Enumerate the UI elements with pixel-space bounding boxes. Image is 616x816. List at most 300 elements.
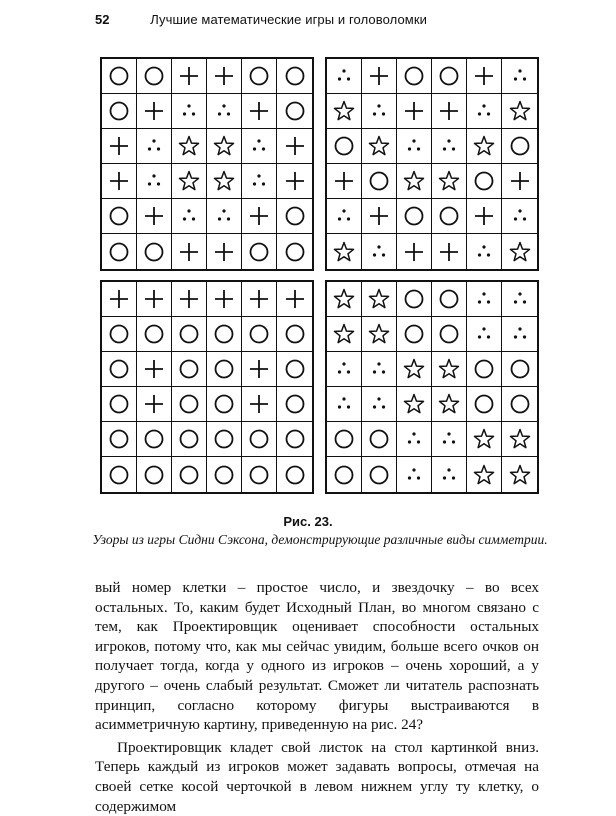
grid-cell [207,317,242,352]
grid-cell [327,199,362,234]
grid-cell [467,387,502,422]
three-dots-icon [212,204,236,228]
grid-cell [242,94,277,129]
grid-cell [502,59,537,94]
grid-cell [207,199,242,234]
circle-icon [283,64,307,88]
body-text [95,578,539,816]
circle-icon [472,357,496,381]
grid-cell [277,164,312,199]
circle-icon [332,134,356,158]
grid-cell [102,282,137,317]
grid-cell [137,199,172,234]
circle-icon [247,427,271,451]
grid-cell [172,164,207,199]
grid-cell [432,199,467,234]
plus-icon [283,134,307,158]
grid-cell [102,199,137,234]
grid-cell [172,457,207,492]
circle-icon [142,427,166,451]
grid-cell [172,282,207,317]
star-icon [437,392,461,416]
star-icon [508,99,532,123]
plus-icon [212,240,236,264]
three-dots-icon [367,240,391,264]
grid-cell [502,129,537,164]
star-icon [437,357,461,381]
three-dots-icon [402,134,426,158]
grid-cell [502,234,537,269]
symmetry-grid-top-left [100,57,314,271]
grid-cell [137,422,172,457]
grid-cell [137,94,172,129]
circle-icon [107,240,131,264]
plus-icon [472,204,496,228]
grid-cell [242,59,277,94]
star-icon [177,134,201,158]
three-dots-icon [332,357,356,381]
grid-cell [172,129,207,164]
grid-cell [432,164,467,199]
three-dots-icon [402,463,426,487]
grid-cell [327,282,362,317]
grid-cell [467,457,502,492]
three-dots-icon [472,287,496,311]
circle-icon [437,204,461,228]
grid-cell [502,387,537,422]
circle-icon [402,204,426,228]
three-dots-icon [177,99,201,123]
grid-cell [467,129,502,164]
grid-cell [327,352,362,387]
grid-cell [327,94,362,129]
star-icon [212,134,236,158]
plus-icon [142,357,166,381]
grid-cell [397,59,432,94]
plus-icon [247,204,271,228]
circle-icon [437,322,461,346]
grid-cell [467,199,502,234]
grid-cell [432,59,467,94]
grid-cell [327,129,362,164]
grid-cell [467,352,502,387]
plus-icon [402,99,426,123]
page-number: 52 [95,12,110,27]
grid-cell [172,59,207,94]
circle-icon [283,204,307,228]
three-dots-icon [508,64,532,88]
grid-cell [467,94,502,129]
star-icon [332,322,356,346]
grid-cell [242,457,277,492]
circle-icon [107,99,131,123]
grid-cell [137,129,172,164]
circle-icon [212,463,236,487]
circle-icon [508,134,532,158]
three-dots-icon [437,463,461,487]
three-dots-icon [247,169,271,193]
three-dots-icon [472,322,496,346]
grid-cell [242,129,277,164]
grid-cell [102,234,137,269]
circle-icon [367,427,391,451]
grid-cell [137,317,172,352]
grid-cell [207,129,242,164]
star-icon [508,427,532,451]
grid-cell [137,234,172,269]
grid-cell [172,317,207,352]
grid-cell [102,94,137,129]
three-dots-icon [212,99,236,123]
three-dots-icon [367,99,391,123]
three-dots-icon [508,287,532,311]
circle-icon [107,357,131,381]
grid-cell [362,164,397,199]
grid-cell [277,352,312,387]
plus-icon [212,64,236,88]
star-icon [508,463,532,487]
plus-icon [332,169,356,193]
grid-cell [242,164,277,199]
star-icon [472,463,496,487]
circle-icon [437,64,461,88]
grid-cell [207,164,242,199]
plus-icon [177,64,201,88]
grid-cell [467,422,502,457]
grid-cell [327,317,362,352]
grid-cell [397,387,432,422]
circle-icon [177,463,201,487]
three-dots-icon [472,240,496,264]
grid-cell [327,164,362,199]
plus-icon [402,240,426,264]
page-header [95,12,535,27]
grid-cell [327,422,362,457]
grid-cell [137,352,172,387]
plus-icon [107,169,131,193]
circle-icon [283,427,307,451]
circle-icon [402,64,426,88]
circle-icon [472,392,496,416]
circle-icon [367,169,391,193]
circle-icon [107,463,131,487]
circle-icon [107,204,131,228]
grid-cell [397,352,432,387]
grid-cell [242,234,277,269]
grid-cell [502,457,537,492]
plus-icon [142,204,166,228]
symmetry-grid-bottom-right [325,280,539,494]
grid-cell [467,164,502,199]
plus-icon [508,169,532,193]
circle-icon [107,322,131,346]
grid-cell [137,59,172,94]
circle-icon [142,64,166,88]
star-icon [212,169,236,193]
grid-cell [137,164,172,199]
grid-cell [502,282,537,317]
grid-cell [397,94,432,129]
grid-cell [432,317,467,352]
plus-icon [247,357,271,381]
star-icon [402,357,426,381]
grid-cell [102,317,137,352]
grid-cell [467,282,502,317]
grid-cell [362,352,397,387]
grid-cell [277,59,312,94]
plus-icon [107,134,131,158]
grid-cell [102,129,137,164]
grid-cell [327,234,362,269]
grid-cell [242,387,277,422]
plus-icon [107,287,131,311]
symmetry-grid-top-right [325,57,539,271]
figure-title: Рис. 23. [283,514,333,529]
circle-icon [177,392,201,416]
grid-cell [467,317,502,352]
circle-icon [332,463,356,487]
grid-cell [172,94,207,129]
grid-cell [207,282,242,317]
grid-cell [362,234,397,269]
grid-cell [102,164,137,199]
circle-icon [508,357,532,381]
grid-cell [432,94,467,129]
plus-icon [437,240,461,264]
grid-cell [242,199,277,234]
grid-cell [172,387,207,422]
grid-cell [172,234,207,269]
grid-cell [502,422,537,457]
symmetry-grid-bottom-left [100,280,314,494]
grid-cell [432,129,467,164]
star-icon [367,322,391,346]
grid-cell [362,94,397,129]
star-icon [508,240,532,264]
circle-icon [247,240,271,264]
grid-cell [207,94,242,129]
plus-icon [142,392,166,416]
grid-cell [397,234,432,269]
three-dots-icon [402,427,426,451]
star-icon [402,392,426,416]
star-icon [472,427,496,451]
grid-cell [432,352,467,387]
grid-cell [432,234,467,269]
plus-icon [367,64,391,88]
figure-caption: Узоры из игры Сидни Сэксона, демонстрирующие различные виды симметрии. [92,532,548,547]
grid-cell [207,387,242,422]
circle-icon [247,322,271,346]
grid-cell [102,422,137,457]
grid-cell [207,352,242,387]
grid-cell [502,199,537,234]
plus-icon [177,287,201,311]
plus-icon [212,287,236,311]
star-icon [367,287,391,311]
grid-cell [362,457,397,492]
grid-cell [102,59,137,94]
circle-icon [107,427,131,451]
three-dots-icon [437,427,461,451]
grid-cell [172,352,207,387]
three-dots-icon [332,392,356,416]
circle-icon [472,169,496,193]
circle-icon [177,427,201,451]
grid-cell [277,129,312,164]
grid-cell [102,387,137,422]
plus-icon [142,287,166,311]
grid-cell [327,387,362,422]
grid-cell [397,457,432,492]
grid-cell [172,422,207,457]
circle-icon [437,287,461,311]
grid-cell [397,422,432,457]
grid-cell [362,59,397,94]
body-paragraph: вый номер клетки – простое число, и звездочку – во всех остальных. То, каким будет Исходный План, во многом связано с тем, как Проектировщик оценивает способности остальных игроков, потому что, как мы сейчас увидим, больше всего очков он получает тогда, когда у одного из игроков – очень хороший, а у другого – очень слабый результат. Сможет ли читатель распознать принцип, согласно которому фигуры выстраиваются в асимметричную картину, приведенную на рис. 24? [95,579,539,734]
three-dots-icon [508,322,532,346]
grid-cell [362,387,397,422]
plus-icon [247,287,271,311]
plus-icon [367,204,391,228]
grid-cell [467,234,502,269]
grid-cell [502,164,537,199]
grid-cell [242,422,277,457]
grid-cell [362,129,397,164]
circle-icon [508,392,532,416]
grid-cell [362,199,397,234]
circle-icon [142,463,166,487]
three-dots-icon [247,134,271,158]
grid-cell [102,457,137,492]
grid-cell [277,94,312,129]
grid-cell [172,199,207,234]
grid-cell [277,317,312,352]
star-icon [437,169,461,193]
circle-icon [107,64,131,88]
three-dots-icon [367,357,391,381]
three-dots-icon [472,99,496,123]
grid-cell [362,422,397,457]
three-dots-icon [142,169,166,193]
grid-cell [277,387,312,422]
grid-cell [137,387,172,422]
body-paragraph: Проектировщик кладет свой листок на стол картинкой вниз. Теперь каждый из игроков может задавать вопросы, отмечая на своей сетке косой черточкой в левом нижнем углу ту клетку, о содержимом [95,738,539,815]
grid-cell [277,282,312,317]
grid-cell [397,282,432,317]
grid-cell [397,164,432,199]
grid-cell [502,352,537,387]
grid-cell [327,457,362,492]
grid-cell [277,457,312,492]
circle-icon [283,99,307,123]
grid-cell [327,59,362,94]
three-dots-icon [332,204,356,228]
circle-icon [107,392,131,416]
circle-icon [212,427,236,451]
three-dots-icon [177,204,201,228]
grid-cell [397,199,432,234]
plus-icon [177,240,201,264]
running-title: Лучшие математические игры и головоломки [150,12,427,27]
plus-icon [437,99,461,123]
grid-cell [467,59,502,94]
star-icon [177,169,201,193]
circle-icon [367,463,391,487]
star-icon [332,99,356,123]
circle-icon [212,392,236,416]
circle-icon [247,64,271,88]
grid-cell [397,129,432,164]
grid-cell [242,282,277,317]
circle-icon [283,322,307,346]
circle-icon [247,463,271,487]
star-icon [367,134,391,158]
plus-icon [142,99,166,123]
circle-icon [402,322,426,346]
three-dots-icon [437,134,461,158]
grid-cell [207,59,242,94]
grid-cell [432,422,467,457]
star-icon [332,240,356,264]
three-dots-icon [332,64,356,88]
circle-icon [283,392,307,416]
circle-icon [283,240,307,264]
star-icon [472,134,496,158]
grid-cell [137,282,172,317]
grid-cell [277,199,312,234]
three-dots-icon [367,392,391,416]
grid-cell [207,457,242,492]
circle-icon [142,322,166,346]
circle-icon [283,463,307,487]
grid-cell [137,457,172,492]
grid-cell [242,317,277,352]
grid-cell [277,422,312,457]
star-icon [402,169,426,193]
grid-cell [502,94,537,129]
grid-cell [207,234,242,269]
plus-icon [247,99,271,123]
circle-icon [283,357,307,381]
plus-icon [283,287,307,311]
grid-cell [397,317,432,352]
plus-icon [283,169,307,193]
grid-cell [102,352,137,387]
circle-icon [212,357,236,381]
circle-icon [402,287,426,311]
circle-icon [212,322,236,346]
circle-icon [332,427,356,451]
grid-cell [242,352,277,387]
circle-icon [177,357,201,381]
star-icon [332,287,356,311]
grid-cell [432,387,467,422]
grid-cell [207,422,242,457]
three-dots-icon [142,134,166,158]
grid-cell [362,282,397,317]
grid-cell [432,282,467,317]
grid-cell [277,234,312,269]
grid-cell [432,457,467,492]
grid-cell [502,317,537,352]
circle-icon [142,240,166,264]
circle-icon [177,322,201,346]
three-dots-icon [508,204,532,228]
grid-cell [362,317,397,352]
plus-icon [472,64,496,88]
plus-icon [247,392,271,416]
